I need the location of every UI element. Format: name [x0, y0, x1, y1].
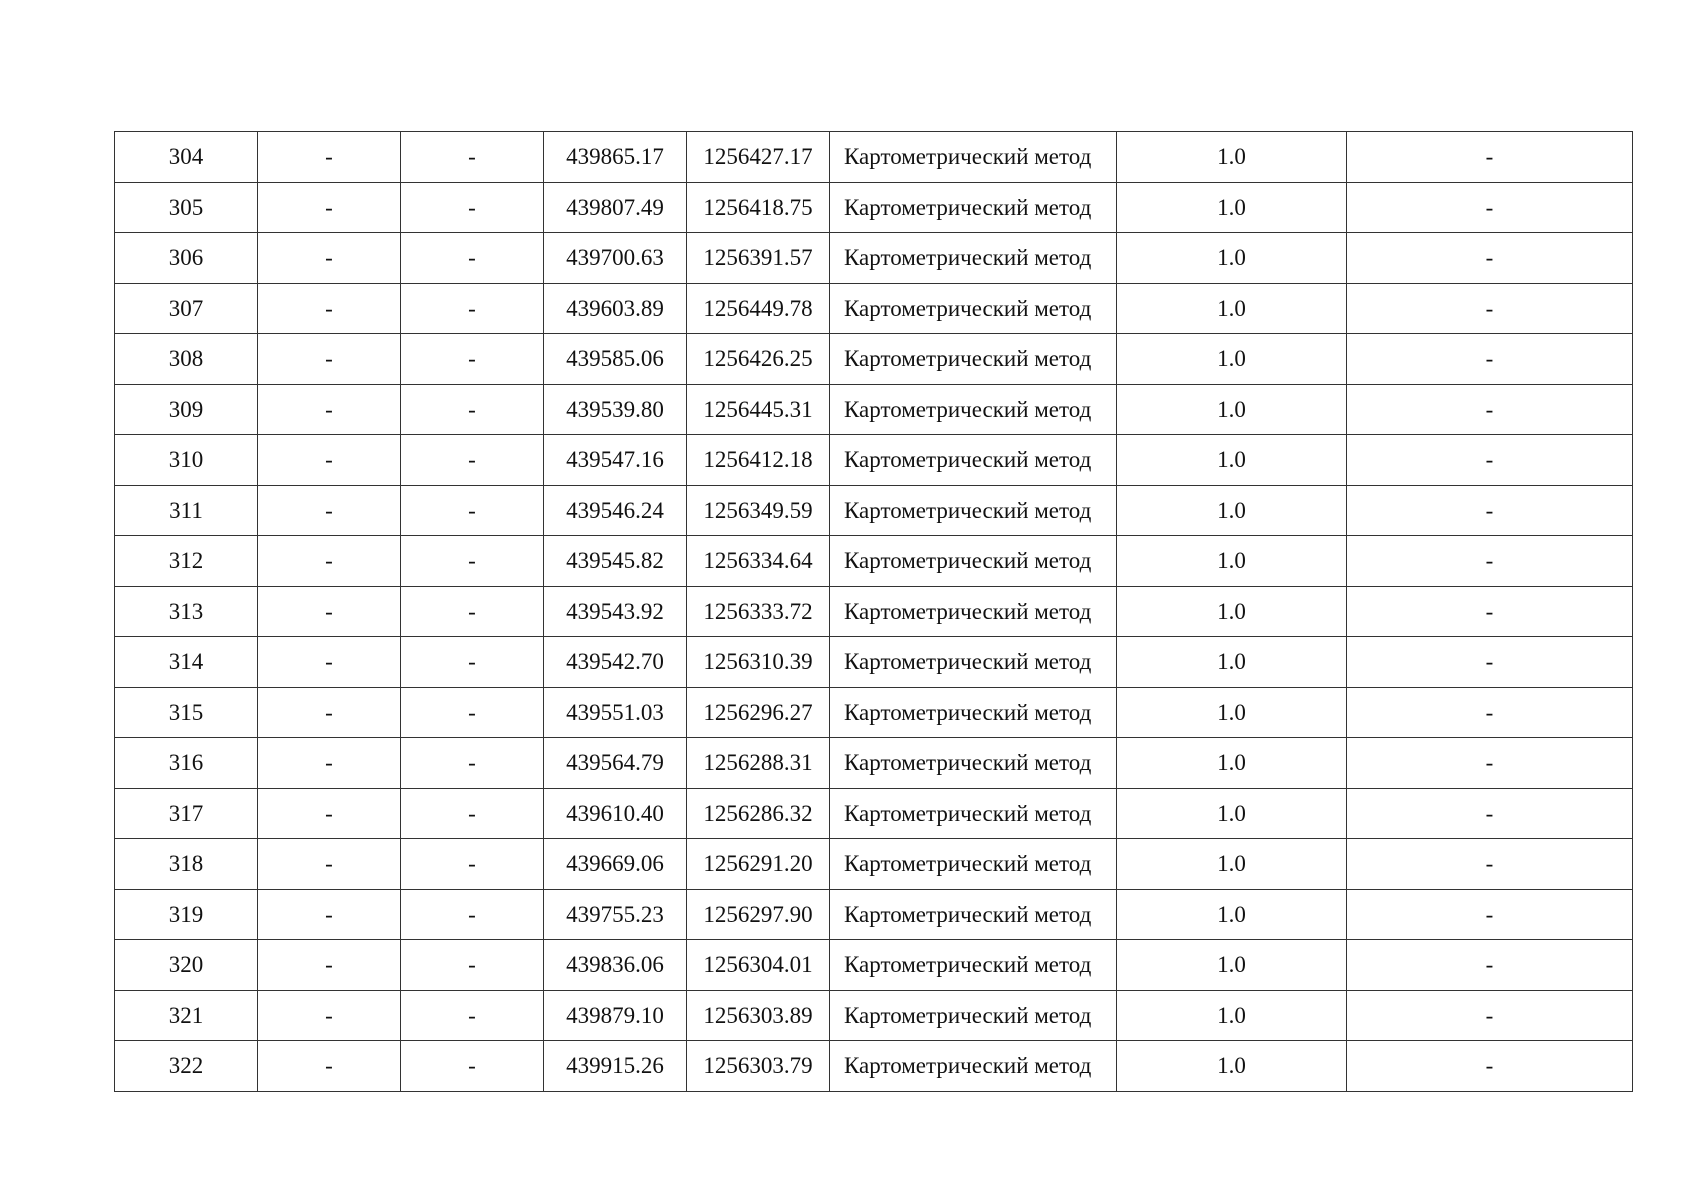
cell-accuracy: 1.0	[1117, 182, 1347, 233]
cell-note: -	[1347, 687, 1633, 738]
cell-x-coordinate: 439669.06	[544, 839, 687, 890]
cell-column-3: -	[401, 839, 544, 890]
cell-method: Картометрический метод	[830, 839, 1117, 890]
table-row	[115, 233, 1633, 284]
cell-method: Картометрический метод	[830, 233, 1117, 284]
cell-y-coordinate: 1256418.75	[687, 182, 830, 233]
cell-accuracy: 1.0	[1117, 283, 1347, 334]
cell-x-coordinate: 439836.06	[544, 940, 687, 991]
cell-note: -	[1347, 283, 1633, 334]
cell-x-coordinate: 439755.23	[544, 889, 687, 940]
cell-y-coordinate: 1256297.90	[687, 889, 830, 940]
table-row	[115, 334, 1633, 385]
cell-note: -	[1347, 940, 1633, 991]
cell-method: Картометрический метод	[830, 536, 1117, 587]
cell-point-number: 318	[115, 839, 258, 890]
cell-note: -	[1347, 1041, 1633, 1092]
cell-column-2: -	[258, 233, 401, 284]
cell-method: Картометрический метод	[830, 586, 1117, 637]
cell-column-2: -	[258, 334, 401, 385]
cell-method: Картометрический метод	[830, 687, 1117, 738]
cell-accuracy: 1.0	[1117, 485, 1347, 536]
cell-point-number: 306	[115, 233, 258, 284]
cell-note: -	[1347, 233, 1633, 284]
cell-column-3: -	[401, 738, 544, 789]
cell-y-coordinate: 1256426.25	[687, 334, 830, 385]
cell-point-number: 309	[115, 384, 258, 435]
cell-point-number: 316	[115, 738, 258, 789]
cell-y-coordinate: 1256427.17	[687, 132, 830, 183]
cell-x-coordinate: 439700.63	[544, 233, 687, 284]
cell-note: -	[1347, 738, 1633, 789]
cell-method: Картометрический метод	[830, 889, 1117, 940]
cell-note: -	[1347, 536, 1633, 587]
cell-point-number: 308	[115, 334, 258, 385]
cell-note: -	[1347, 182, 1633, 233]
cell-note: -	[1347, 586, 1633, 637]
cell-y-coordinate: 1256449.78	[687, 283, 830, 334]
cell-accuracy: 1.0	[1117, 435, 1347, 486]
cell-x-coordinate: 439542.70	[544, 637, 687, 688]
cell-y-coordinate: 1256333.72	[687, 586, 830, 637]
cell-x-coordinate: 439546.24	[544, 485, 687, 536]
cell-accuracy: 1.0	[1117, 687, 1347, 738]
cell-accuracy: 1.0	[1117, 132, 1347, 183]
cell-method: Картометрический метод	[830, 1041, 1117, 1092]
cell-x-coordinate: 439865.17	[544, 132, 687, 183]
cell-method: Картометрический метод	[830, 738, 1117, 789]
cell-x-coordinate: 439539.80	[544, 384, 687, 435]
cell-point-number: 322	[115, 1041, 258, 1092]
cell-column-3: -	[401, 940, 544, 991]
cell-column-3: -	[401, 384, 544, 435]
cell-method: Картометрический метод	[830, 637, 1117, 688]
cell-note: -	[1347, 132, 1633, 183]
cell-method: Картометрический метод	[830, 384, 1117, 435]
cell-column-2: -	[258, 485, 401, 536]
cell-x-coordinate: 439603.89	[544, 283, 687, 334]
cell-y-coordinate: 1256391.57	[687, 233, 830, 284]
cell-point-number: 307	[115, 283, 258, 334]
cell-note: -	[1347, 637, 1633, 688]
cell-point-number: 320	[115, 940, 258, 991]
cell-column-3: -	[401, 132, 544, 183]
cell-column-3: -	[401, 182, 544, 233]
table-row	[115, 384, 1633, 435]
cell-accuracy: 1.0	[1117, 586, 1347, 637]
coordinates-table	[114, 131, 1633, 1092]
cell-x-coordinate: 439543.92	[544, 586, 687, 637]
cell-point-number: 310	[115, 435, 258, 486]
cell-column-3: -	[401, 1041, 544, 1092]
cell-column-3: -	[401, 586, 544, 637]
cell-column-2: -	[258, 889, 401, 940]
cell-column-3: -	[401, 687, 544, 738]
cell-note: -	[1347, 889, 1633, 940]
cell-note: -	[1347, 435, 1633, 486]
table-row	[115, 889, 1633, 940]
cell-y-coordinate: 1256291.20	[687, 839, 830, 890]
table-row	[115, 839, 1633, 890]
cell-column-3: -	[401, 233, 544, 284]
cell-column-2: -	[258, 536, 401, 587]
cell-accuracy: 1.0	[1117, 384, 1347, 435]
cell-y-coordinate: 1256296.27	[687, 687, 830, 738]
cell-method: Картометрический метод	[830, 283, 1117, 334]
table-row	[115, 637, 1633, 688]
cell-y-coordinate: 1256334.64	[687, 536, 830, 587]
cell-note: -	[1347, 384, 1633, 435]
cell-column-2: -	[258, 839, 401, 890]
cell-x-coordinate: 439564.79	[544, 738, 687, 789]
cell-y-coordinate: 1256303.89	[687, 990, 830, 1041]
cell-accuracy: 1.0	[1117, 839, 1347, 890]
cell-point-number: 321	[115, 990, 258, 1041]
cell-y-coordinate: 1256445.31	[687, 384, 830, 435]
cell-accuracy: 1.0	[1117, 233, 1347, 284]
cell-accuracy: 1.0	[1117, 637, 1347, 688]
cell-point-number: 312	[115, 536, 258, 587]
cell-column-2: -	[258, 637, 401, 688]
cell-y-coordinate: 1256288.31	[687, 738, 830, 789]
cell-column-2: -	[258, 384, 401, 435]
table-row	[115, 485, 1633, 536]
cell-y-coordinate: 1256286.32	[687, 788, 830, 839]
cell-column-3: -	[401, 485, 544, 536]
cell-column-2: -	[258, 182, 401, 233]
cell-column-3: -	[401, 334, 544, 385]
cell-y-coordinate: 1256310.39	[687, 637, 830, 688]
cell-point-number: 314	[115, 637, 258, 688]
cell-accuracy: 1.0	[1117, 738, 1347, 789]
cell-accuracy: 1.0	[1117, 334, 1347, 385]
cell-x-coordinate: 439807.49	[544, 182, 687, 233]
cell-accuracy: 1.0	[1117, 788, 1347, 839]
cell-x-coordinate: 439551.03	[544, 687, 687, 738]
cell-x-coordinate: 439879.10	[544, 990, 687, 1041]
cell-accuracy: 1.0	[1117, 940, 1347, 991]
cell-method: Картометрический метод	[830, 435, 1117, 486]
cell-column-3: -	[401, 435, 544, 486]
cell-method: Картометрический метод	[830, 182, 1117, 233]
cell-accuracy: 1.0	[1117, 536, 1347, 587]
cell-y-coordinate: 1256303.79	[687, 1041, 830, 1092]
cell-column-3: -	[401, 283, 544, 334]
cell-column-3: -	[401, 788, 544, 839]
cell-x-coordinate: 439547.16	[544, 435, 687, 486]
cell-point-number: 317	[115, 788, 258, 839]
cell-method: Картометрический метод	[830, 334, 1117, 385]
cell-column-3: -	[401, 990, 544, 1041]
table-row	[115, 738, 1633, 789]
cell-column-2: -	[258, 990, 401, 1041]
cell-y-coordinate: 1256412.18	[687, 435, 830, 486]
cell-column-2: -	[258, 788, 401, 839]
cell-x-coordinate: 439610.40	[544, 788, 687, 839]
cell-point-number: 313	[115, 586, 258, 637]
cell-column-2: -	[258, 687, 401, 738]
cell-method: Картометрический метод	[830, 940, 1117, 991]
cell-note: -	[1347, 788, 1633, 839]
table-row	[115, 788, 1633, 839]
cell-x-coordinate: 439585.06	[544, 334, 687, 385]
cell-method: Картометрический метод	[830, 132, 1117, 183]
cell-method: Картометрический метод	[830, 990, 1117, 1041]
cell-y-coordinate: 1256304.01	[687, 940, 830, 991]
cell-x-coordinate: 439545.82	[544, 536, 687, 587]
table-row	[115, 990, 1633, 1041]
cell-note: -	[1347, 485, 1633, 536]
table-row	[115, 687, 1633, 738]
cell-column-2: -	[258, 132, 401, 183]
cell-note: -	[1347, 334, 1633, 385]
cell-point-number: 319	[115, 889, 258, 940]
cell-column-3: -	[401, 889, 544, 940]
table-row	[115, 586, 1633, 637]
cell-column-2: -	[258, 586, 401, 637]
cell-column-2: -	[258, 1041, 401, 1092]
table-row	[115, 182, 1633, 233]
cell-accuracy: 1.0	[1117, 990, 1347, 1041]
table-body	[115, 132, 1633, 1092]
cell-method: Картометрический метод	[830, 485, 1117, 536]
cell-point-number: 315	[115, 687, 258, 738]
cell-method: Картометрический метод	[830, 788, 1117, 839]
table-row	[115, 132, 1633, 183]
cell-point-number: 304	[115, 132, 258, 183]
cell-point-number: 305	[115, 182, 258, 233]
cell-accuracy: 1.0	[1117, 1041, 1347, 1092]
cell-column-2: -	[258, 738, 401, 789]
cell-accuracy: 1.0	[1117, 889, 1347, 940]
cell-note: -	[1347, 839, 1633, 890]
table-row	[115, 435, 1633, 486]
cell-column-2: -	[258, 435, 401, 486]
cell-point-number: 311	[115, 485, 258, 536]
table-row	[115, 536, 1633, 587]
cell-column-2: -	[258, 940, 401, 991]
cell-y-coordinate: 1256349.59	[687, 485, 830, 536]
cell-column-2: -	[258, 283, 401, 334]
table-row	[115, 1041, 1633, 1092]
cell-column-3: -	[401, 637, 544, 688]
table-row	[115, 283, 1633, 334]
cell-x-coordinate: 439915.26	[544, 1041, 687, 1092]
cell-note: -	[1347, 990, 1633, 1041]
table-row	[115, 940, 1633, 991]
cell-column-3: -	[401, 536, 544, 587]
